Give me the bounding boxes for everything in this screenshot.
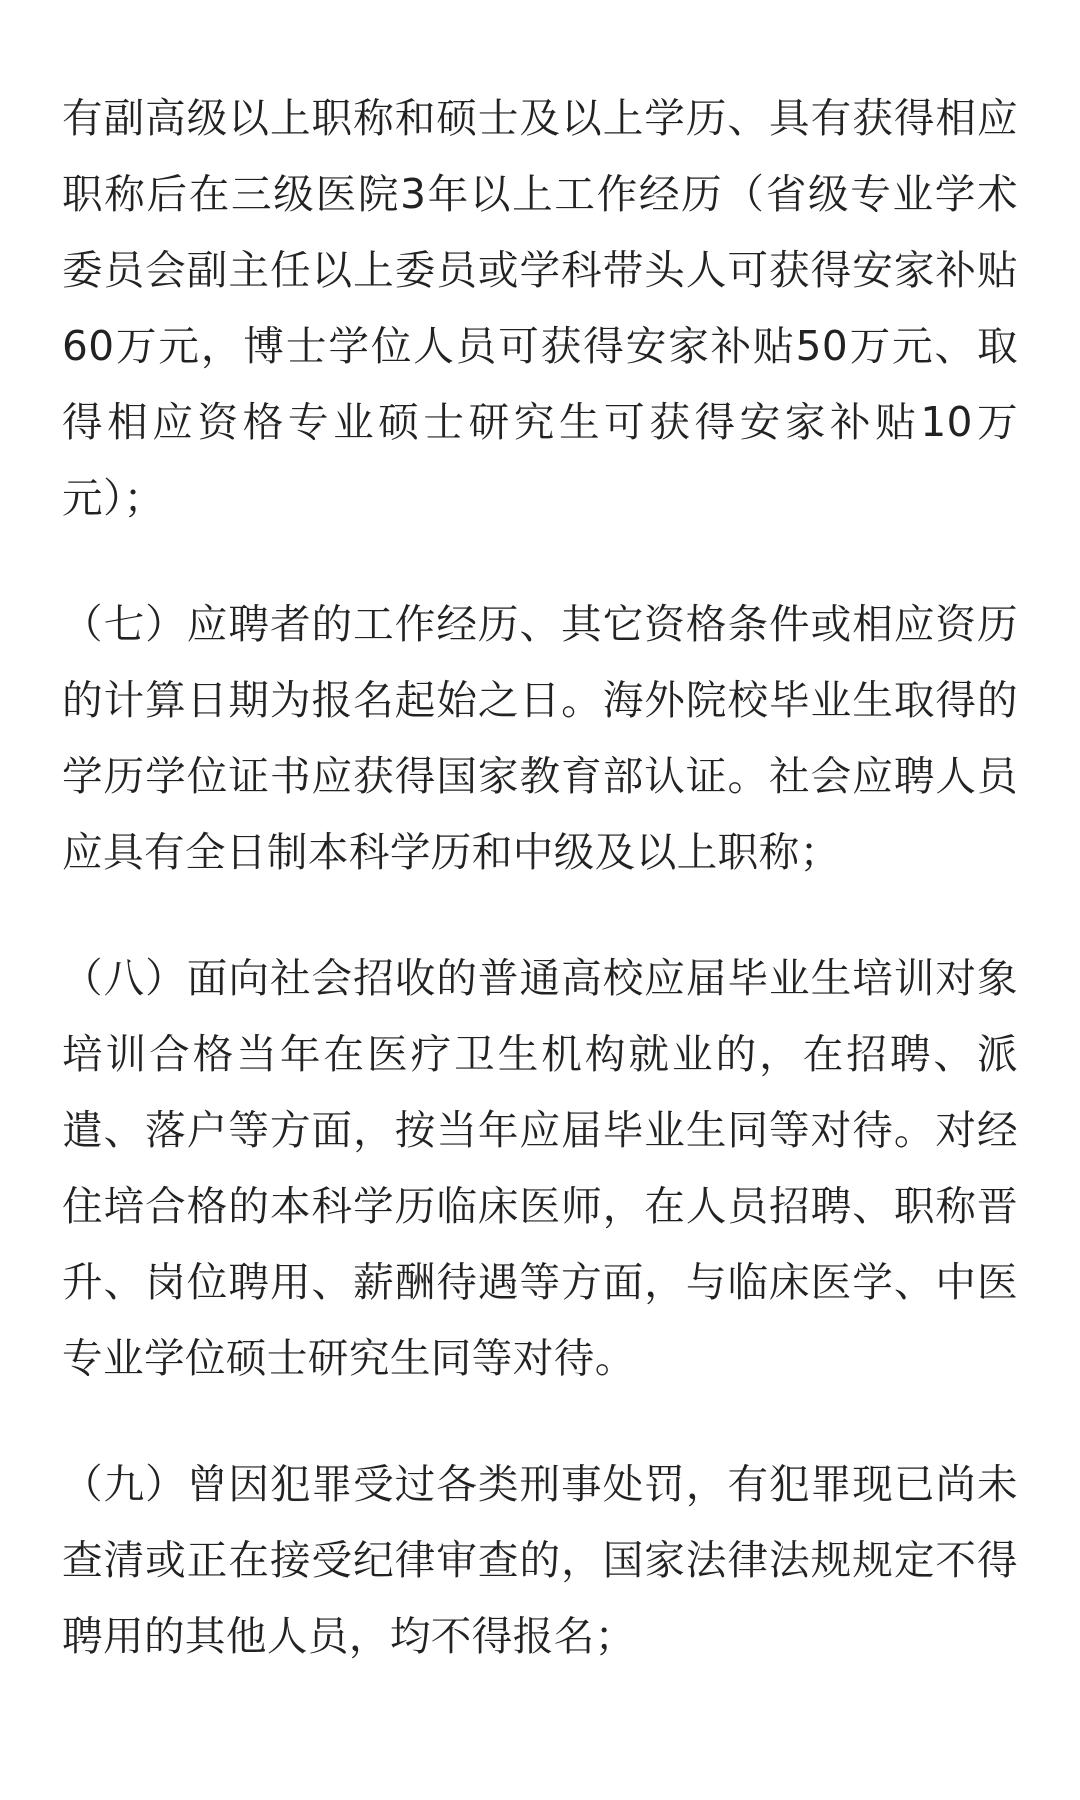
article-body — [62, 80, 1018, 1674]
paragraph-item-9: （九）曾因犯罪受过各类刑事处罚，有犯罪现已尚未查清或正在接受纪律审查的，国家法律法规规定不得聘用的其他人员，均不得报名； — [62, 1460, 1018, 1660]
paragraph-item-7: （七）应聘者的工作经历、其它资格条件或相应资历的计算日期为报名起始之日。海外院校毕业生取得的学历学位证书应获得国家教育部认证。社会应聘人员应具有全日制本科学历和中级及以上职称； — [62, 600, 1018, 876]
paragraph-item-8: （八）面向社会招收的普通高校应届毕业生培训对象培训合格当年在医疗卫生机构就业的，在招聘、派遣、落户等方面，按当年应届毕业生同等对待。对经住培合格的本科学历临床医师，在人员招聘、职称晋升、岗位聘用、薪酬待遇等方面，与临床医学、中医专业学位硕士研究生同等对待。 — [62, 954, 1018, 1382]
paragraph-eligibility-continued: 有副高级以上职称和硕士及以上学历、具有获得相应职称后在三级医院3年以上工作经历（省级专业学术委员会副主任以上委员或学科带头人可获得安家补贴60万元，博士学位人员可获得安家补贴50万元、取得相应资格专业硕士研究生可获得安家补贴10万元）； — [62, 94, 1018, 522]
